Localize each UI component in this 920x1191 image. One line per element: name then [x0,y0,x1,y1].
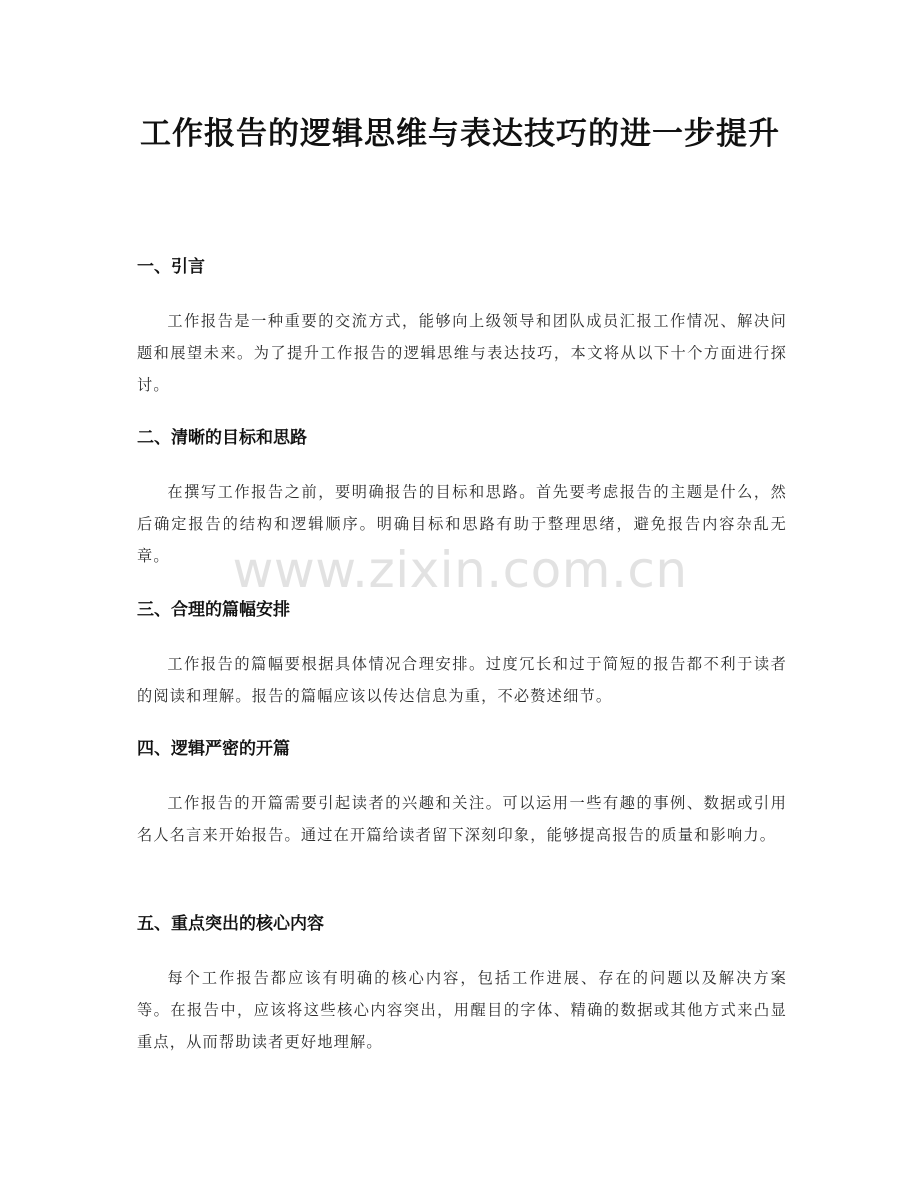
section-core-content [137,912,787,1058]
section-paragraph: 在撰写工作报告之前，要明确报告的目标和思路。首先要考虑报告的主题是什么，然后确定报告的结构和逻辑顺序。明确目标和思路有助于整理思绪，避免报告内容杂乱无章。 [137,483,787,565]
section-length [137,598,787,712]
section-paragraph: 工作报告的开篇需要引起读者的兴趣和关注。可以运用一些有趣的事例、数据或引用名人名言来开始报告。通过在开篇给读者留下深刻印象，能够提高报告的质量和影响力。 [137,794,787,844]
section-heading: 四、逻辑严密的开篇 [137,739,290,759]
section-goals [137,426,787,572]
document-title: 工作报告的逻辑思维与表达技巧的进一步提升 [140,116,780,152]
section-heading: 一、引言 [137,257,205,277]
section-heading: 二、清晰的目标和思路 [137,428,307,448]
section-paragraph: 工作报告的篇幅要根据具体情况合理安排。过度冗长和过于简短的报告都不利于读者的阅读和理解。报告的篇幅应该以传达信息为重，不必赘述细节。 [137,655,787,705]
section-heading: 五、重点突出的核心内容 [137,914,324,934]
section-opening [137,737,787,851]
watermark: www.zixin.com.cn [232,541,688,599]
section-paragraph: 每个工作报告都应该有明确的核心内容，包括工作进展、存在的问题以及解决方案等。在报告中，应该将这些核心内容突出，用醒目的字体、精确的数据或其他方式来凸显重点，从而帮助读者更好地理解。 [137,969,787,1051]
section-introduction [137,255,787,401]
section-heading: 三、合理的篇幅安排 [137,600,290,620]
section-paragraph: 工作报告是一种重要的交流方式，能够向上级领导和团队成员汇报工作情况、解决问题和展望未来。为了提升工作报告的逻辑思维与表达技巧，本文将从以下十个方面进行探讨。 [137,312,787,394]
